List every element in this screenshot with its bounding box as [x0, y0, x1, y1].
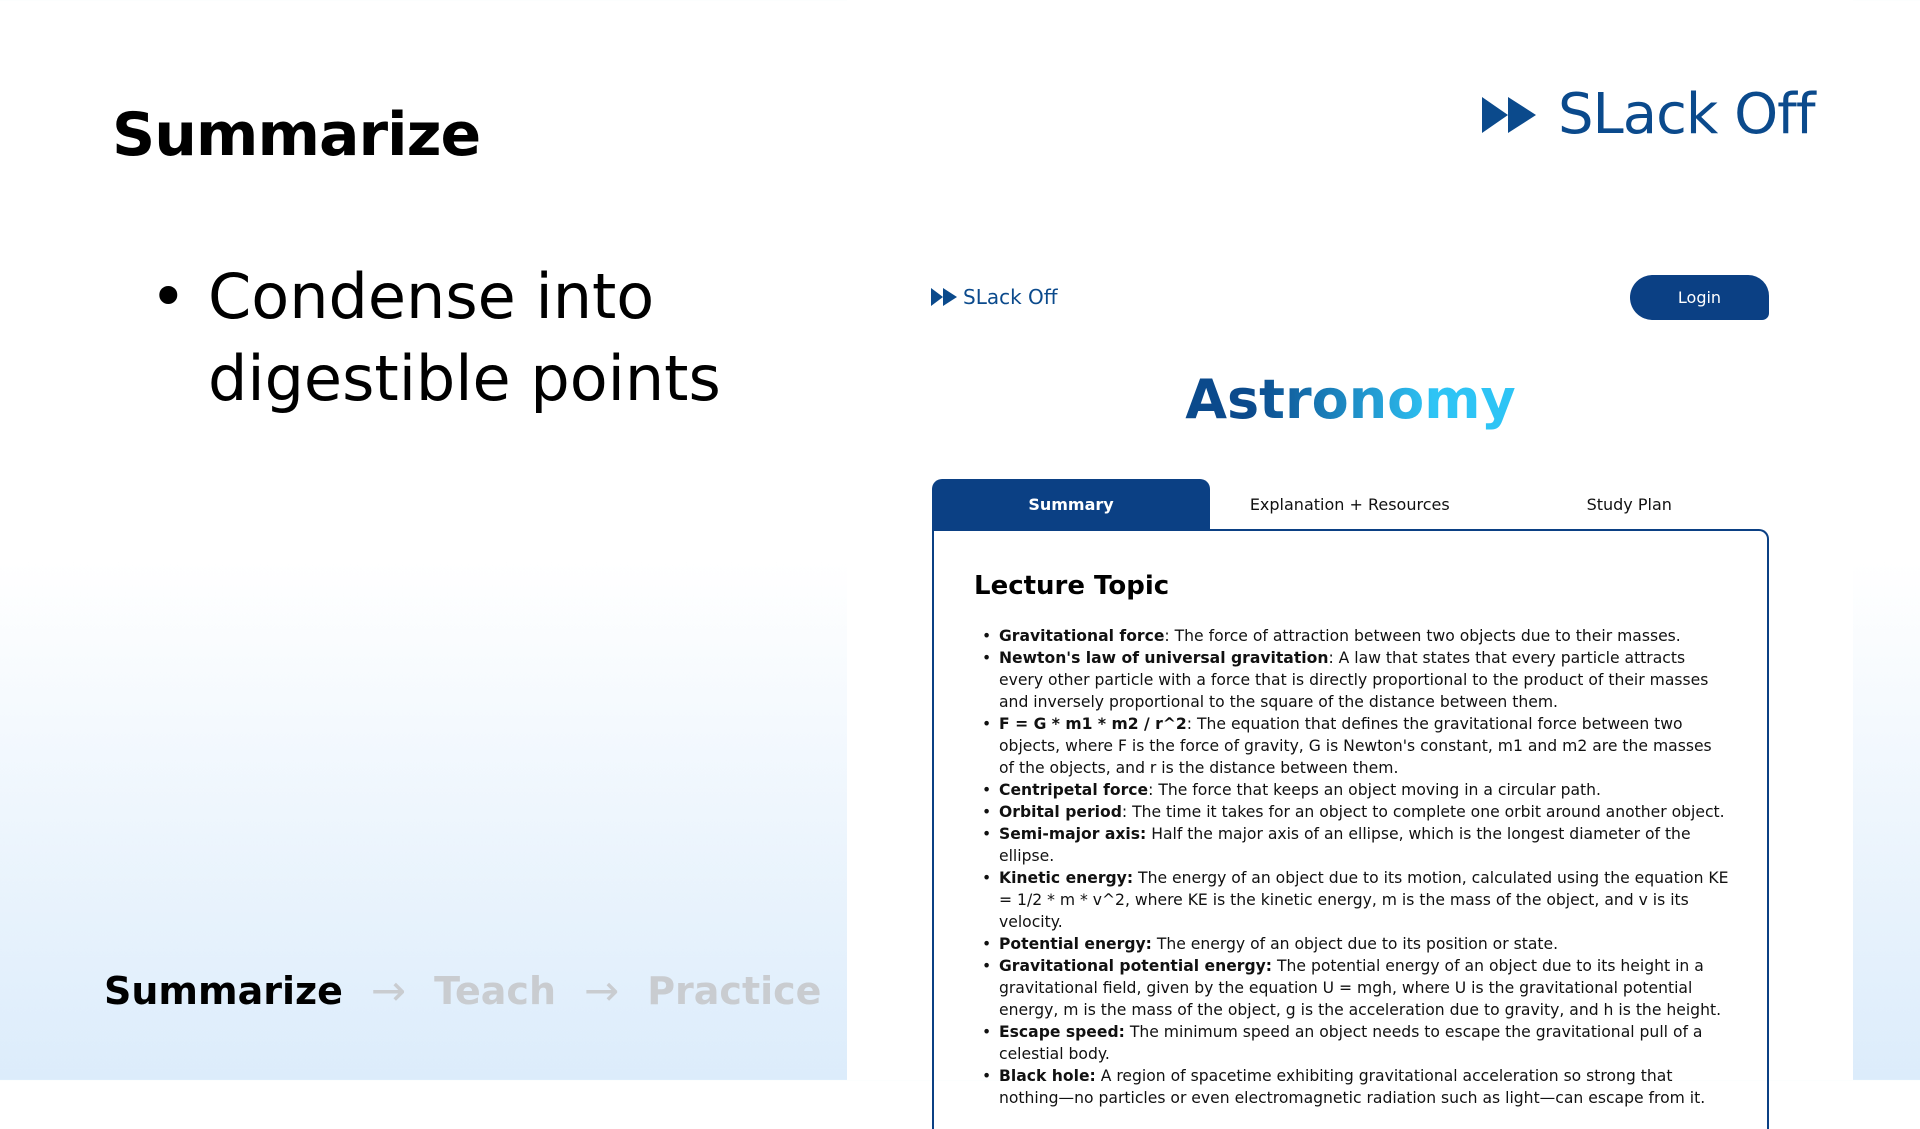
definition: A law that states that every particle attracts every other particle with a force that is directly proportional to the product of their masses and inversely proportional to the square of the distance between them. [999, 649, 1709, 711]
step-practice: Practice [647, 968, 822, 1013]
list-item [974, 933, 1729, 955]
list-item [974, 1065, 1729, 1109]
arrow-right-icon: → [370, 966, 407, 1015]
fast-forward-icon [1482, 95, 1538, 135]
summary-panel [932, 529, 1769, 1129]
term: Gravitational force [999, 627, 1165, 645]
tab-summary[interactable]: Summary [932, 479, 1210, 529]
term-sep: : [1186, 715, 1193, 733]
term: Black hole: [999, 1067, 1096, 1085]
page-title [932, 368, 1769, 431]
list-item [974, 867, 1729, 933]
list-item [974, 801, 1729, 823]
definition: A region of spacetime exhibiting gravitational acceleration so strong that nothing—no particles or even electromagnetic radiation such as light—can escape from it. [999, 1067, 1706, 1107]
page-title-text: Astronomy [1185, 368, 1516, 431]
definition: Half the major axis of an ellipse, which is the longest diameter of the ellipse. [999, 825, 1691, 865]
list-item [974, 823, 1729, 867]
term: F = G * m1 * m2 / r^2 [999, 715, 1187, 733]
section-title: Lecture Topic [974, 571, 1170, 601]
brand-logo [1482, 82, 1815, 147]
definition: The time it takes for an object to complete one orbit around another object. [1127, 803, 1725, 821]
list-item [974, 713, 1729, 779]
tab-bar [932, 479, 1769, 529]
summary-list [974, 625, 1729, 1109]
workflow-steps [104, 966, 821, 1015]
step-summarize: Summarize [104, 968, 343, 1013]
term: Newton's law of universal gravitation [999, 649, 1329, 667]
app-logo[interactable] [931, 285, 1058, 309]
definition: The equation that defines the gravitational force between two objects, where F is the force of gravity, G is Newton's constant, m1 and m2 are the masses of the objects, and r is the distance between them. [999, 715, 1712, 777]
slide-title: Summarize [112, 100, 481, 170]
term-sep: : [1328, 649, 1334, 667]
term: Potential energy: [999, 935, 1152, 953]
term: Gravitational potential energy: [999, 957, 1273, 975]
definition: The potential energy of an object due to its height in a gravitational field, given by the equation U = mgh, where U is the gravitational potential energy, m is the mass of the object, g is the acceleration due to gravity, and h is the height. [999, 957, 1722, 1019]
definition: The force of attraction between two objects due to their masses. [1169, 627, 1681, 645]
definition: The minimum speed an object needs to escape the gravitational pull of a celestial body. [999, 1023, 1703, 1063]
definition: The energy of an object due to its position or state. [1151, 935, 1559, 953]
term-sep: : [1148, 781, 1154, 799]
login-button[interactable]: Login [1630, 275, 1769, 320]
tab-explanation-resources[interactable]: Explanation + Resources [1249, 494, 1450, 514]
tab-study-plan[interactable]: Study Plan [1586, 494, 1672, 514]
arrow-right-icon: → [584, 966, 620, 1015]
fast-forward-icon [931, 288, 957, 306]
term: Centripetal force [999, 781, 1149, 799]
slide-bullet: • Condense into digestible points [150, 256, 790, 420]
step-teach: Teach [434, 968, 556, 1013]
term-sep: : [1164, 627, 1170, 645]
term: Orbital period [999, 803, 1122, 821]
brand-name: SLack Off [1558, 82, 1815, 147]
list-item [974, 625, 1729, 647]
definition: The energy of an object due to its motion, calculated using the equation KE = 1/2 * m * v^2, where KE is the kinetic energy, m is the mass of the object, and v is its velocity. [999, 869, 1729, 931]
list-item [974, 955, 1729, 1021]
definition: The force that keeps an object moving in a circular path. [1153, 781, 1601, 799]
list-item [974, 1021, 1729, 1065]
term: Kinetic energy: [999, 869, 1134, 887]
list-item [974, 647, 1729, 713]
term: Escape speed: [999, 1023, 1125, 1041]
term: Semi-major axis: [999, 825, 1147, 843]
bullet-text: Condense into digestible points [208, 260, 721, 415]
app-logo-text: SLack Off [963, 285, 1058, 309]
term-sep: : [1121, 803, 1128, 821]
list-item [974, 779, 1729, 801]
